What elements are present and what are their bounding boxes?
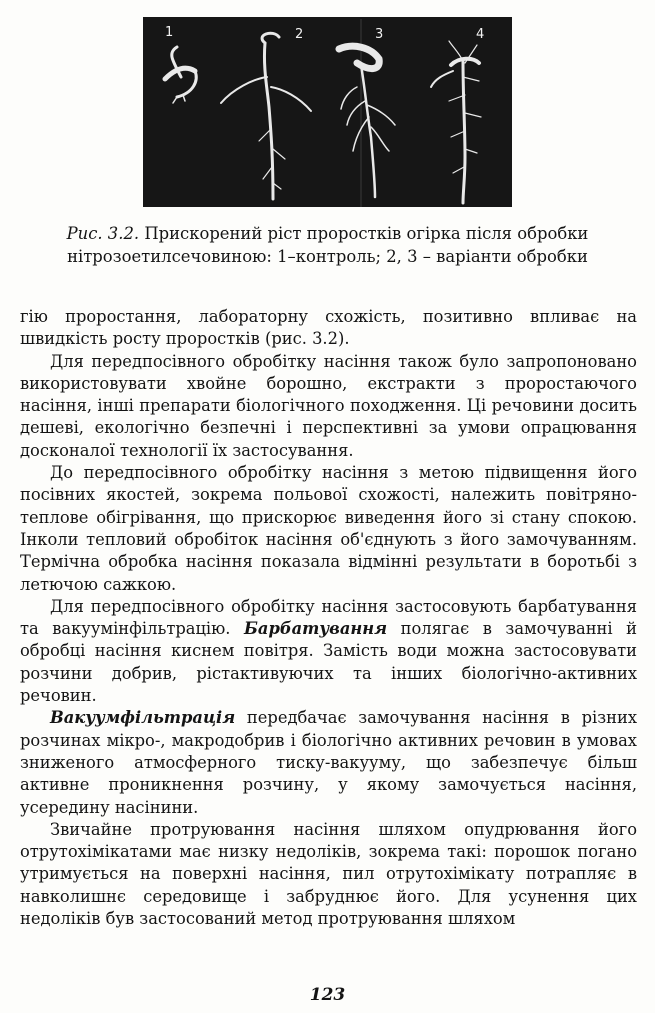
figure-caption — [40, 222, 615, 268]
panel-label-3: 3 — [375, 27, 384, 42]
caption-line-2: нітрозоетилсечовиною: 1–контроль; 2, 3 – варіанти обробки — [67, 247, 588, 266]
paragraph: До передпосівного обробітку насіння з метою підвищення його посівних якостей, зокрема польової схожості, належить повітряно-теплове обігрівання, що прискорює виведення його зі стану спокою. Інколи тепловий обробіток насіння об'єднують з його замочуванням. Термічна обробка насіння показала відмінні результати в боротьбі з летючою сажкою. — [20, 463, 637, 594]
paragraph: Для передпосівного обробітку насіння також було запропоновано використовувати хвойне борошно, екстракти з проростаючого насіння, інші препарати біологічного походження. Ці речовини досить дешеві, екологічно безпечні і перспективні за умови опрацювання досконалої технології їх застосування. — [20, 351, 637, 460]
page-number: 123 — [309, 985, 346, 1005]
seedling-photo — [143, 17, 512, 207]
panel-label-4: 4 — [476, 27, 485, 42]
term-barbatuvannya: Барбатування — [244, 619, 388, 639]
paragraph-text: Для передпосівного обробітку насіння застосовують барбатування та вакуумінфільтрацію. — [20, 596, 637, 639]
paragraph — [20, 596, 637, 707]
term-vakuumfiltratsiya: Вакуумфільтрація — [50, 708, 236, 728]
paragraph-continued: гію проростання, лабораторну схожість, позитивно впливає на швидкість росту проростків (рис. 3.2). — [20, 307, 637, 349]
panel-label-1: 1 — [165, 25, 174, 40]
panel-label-2: 2 — [295, 27, 304, 42]
paragraph — [20, 707, 637, 818]
caption-line-1: Прискорений ріст проростків огірка після обробки — [144, 224, 589, 243]
body-text — [20, 306, 637, 930]
paragraph-text: передбачає замочування насіння в різних розчинах мікро-, макродобрив і біологічно активних речовин в умовах зниженого атмосферного тиску-вакууму, що забезпечує більш активне проникнення розчину, у якому замочується насіння, усередину насінини. — [20, 708, 637, 817]
caption-label: Рис. 3.2. — [66, 224, 140, 243]
paragraph: Звичайне протруювання насіння шляхом опудрювання його отрутохімікатами має низку недоліків, зокрема такі: порошок погано утримується на поверхні насіння, пил отрутохімікату потрапляє в навколишнє середовище і забруднює його. Для усунення цих недоліків був застосований метод протруювання шляхом — [20, 819, 637, 929]
paragraph-text: полягає в замочуванні й обробці насіння киснем повітря. Замість води можна застосовувати розчини добрив, рістактивуючих та інших біологічно-активних речовин. — [20, 619, 637, 706]
